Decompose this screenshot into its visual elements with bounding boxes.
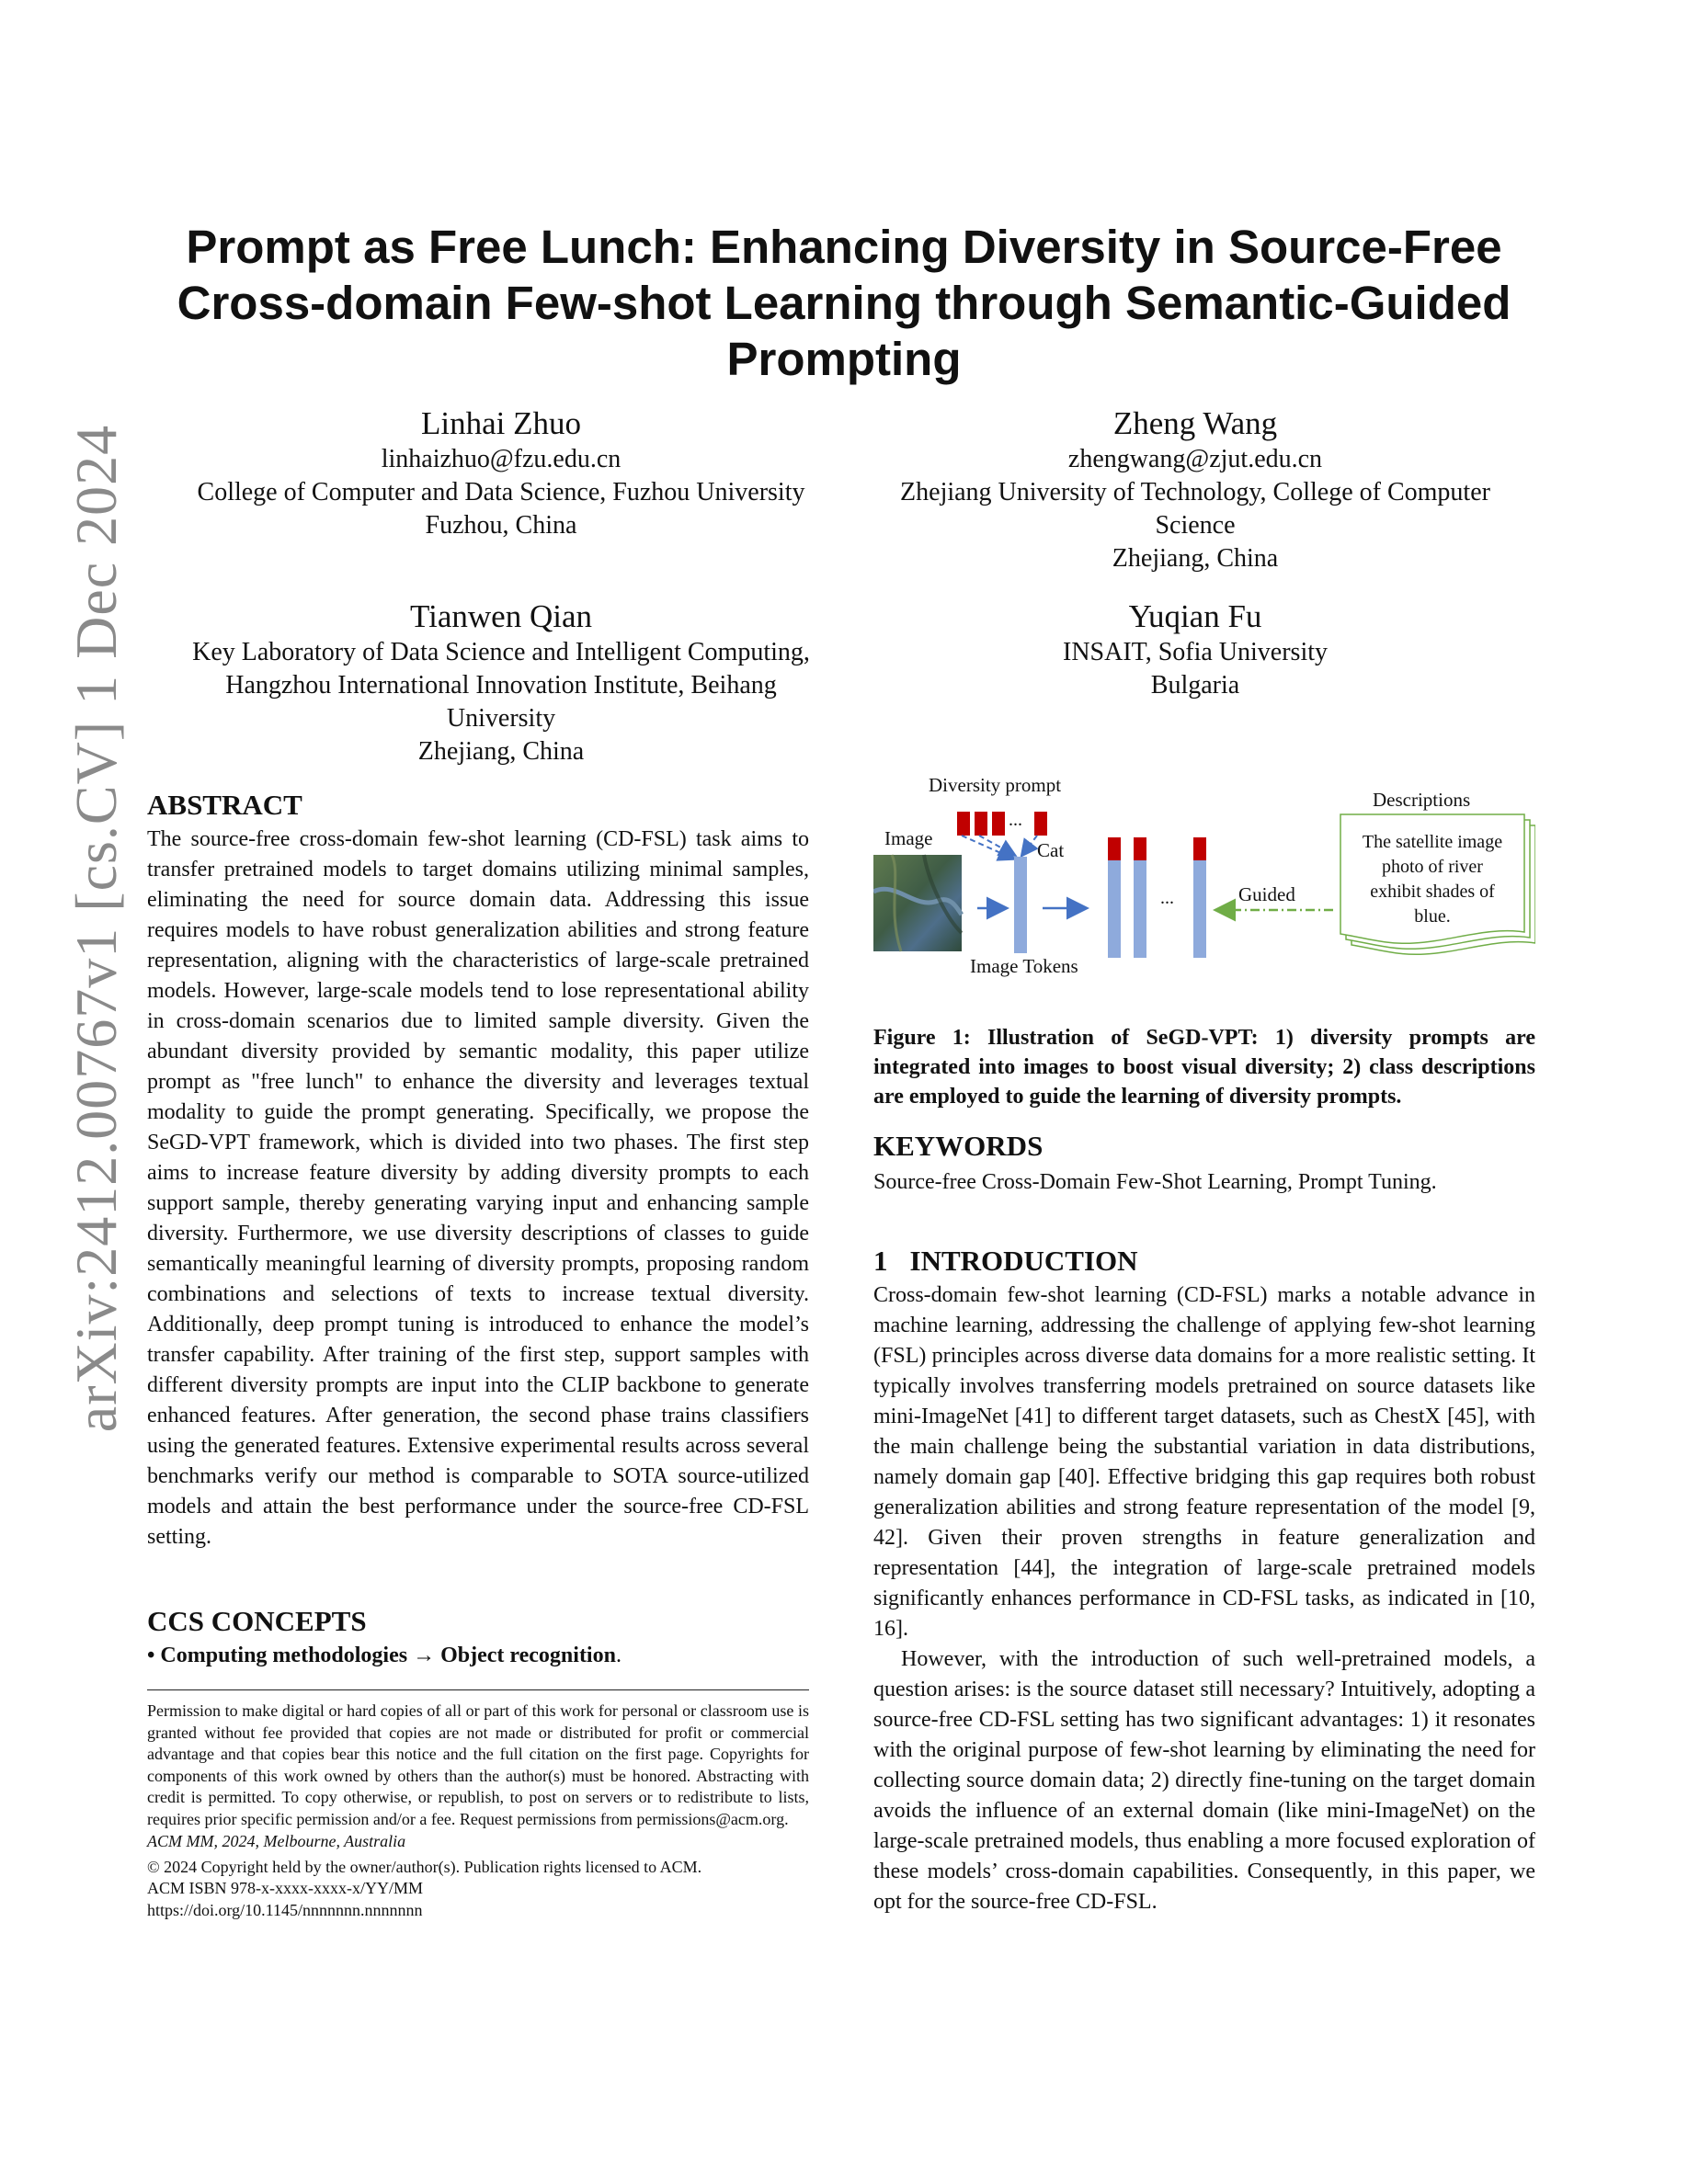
ccs-bullet: • xyxy=(147,1644,155,1667)
author-affiliation-cont: University xyxy=(446,704,556,733)
cat-label: Cat xyxy=(1037,839,1065,861)
ccs-heading: CCS CONCEPTS xyxy=(147,1605,367,1637)
author-name: Tianwen Qian xyxy=(409,598,592,634)
author-email: linhaizhuo@fzu.edu.cn xyxy=(381,445,622,473)
author-affiliation-cont: Science xyxy=(1155,511,1236,540)
prompt-to-token-arrow xyxy=(1022,836,1037,855)
description-line: The satellite image xyxy=(1362,832,1503,852)
prompt-ellipsis: ... xyxy=(1009,810,1022,830)
diversity-prompt-blocks xyxy=(957,810,1047,836)
author-name: Yuqian Fu xyxy=(1128,598,1262,634)
encoder-layer xyxy=(1108,837,1121,958)
abstract-heading: ABSTRACT xyxy=(147,789,302,821)
diversity-prompt-label: Diversity prompt xyxy=(929,774,1062,796)
layer-ellipsis: ... xyxy=(1160,888,1174,908)
author-location: Bulgaria xyxy=(1150,671,1240,700)
description-line: exhibit shades of xyxy=(1370,882,1495,902)
image-label: Image xyxy=(884,827,933,849)
ccs-section xyxy=(147,1604,809,1671)
keywords-heading: KEYWORDS xyxy=(873,1130,1044,1162)
prompt-block xyxy=(992,812,1005,836)
author-name: Linhai Zhuo xyxy=(421,405,581,441)
abstract-section xyxy=(147,788,809,1553)
author-affiliation: College of Computer and Data Science, Fuzhou University xyxy=(197,478,805,506)
keywords-section xyxy=(873,1129,1535,1198)
footnote-permission: Permission to make digital or hard copies of all or part of this work for personal or classroom use is granted without fee provided that copies are not made or distributed for profit or commercial advantage and that copies bear this notice and the full citation on the first page. Copyrights for components of this work owned by others than the author(s) must be honored. Abstracting with credit is permitted. To copy otherwise, or republish, to post on servers or to redistribute to lists, requires prior specific permission and/or a fee. Request permissions from permissions@acm.org. xyxy=(147,1701,809,1828)
introduction-paragraph-1: Cross-domain few-shot learning (CD-FSL) marks a notable advance in machine learning, addressing the challenge of applying few-shot learning (FSL) principles across diverse data domains for a more realistic setting. It typically involves transferring models pretrained on source datasets like mini-ImageNet [41] to different target datasets, such as ChestX [45], with the main challenge being the substantial variation in data distributions, namely domain gap [40]. Effective bridging this gap requires both robust generalization abilities and strong feature representation of the model [9, 42]. Given their proven strengths in feature generalization and representation [44], the integration of large-scale pretrained models significantly enhances performance in CD-FSL tasks, as indicated in [10, 16]. xyxy=(873,1283,1535,1641)
acm-footnote xyxy=(147,1701,809,1921)
author-affiliation: Key Laboratory of Data Science and Intelligent Computing, xyxy=(192,638,810,666)
section-number: 1 xyxy=(873,1245,888,1277)
satellite-image xyxy=(873,855,962,951)
footnote-isbn: ACM ISBN 978-x-xxxx-xxxx-x/YY/MM xyxy=(147,1879,424,1897)
author-affiliation: INSAIT, Sofia University xyxy=(1063,638,1328,666)
image-tokens-label: Image Tokens xyxy=(970,955,1078,977)
introduction-section xyxy=(873,1244,1535,1917)
keywords-text: Source-free Cross-Domain Few-Shot Learning, Prompt Tuning. xyxy=(873,1170,1437,1194)
author-block-4 xyxy=(846,597,1545,702)
author-affiliation-cont: Hangzhou International Innovation Institute, Beihang xyxy=(225,671,777,700)
encoder-layer xyxy=(1134,837,1146,958)
descriptions-document xyxy=(1340,814,1535,954)
prompt-block xyxy=(957,812,970,836)
footnote-doi: https://doi.org/10.1145/nnnnnnn.nnnnnnn xyxy=(147,1900,423,1919)
prompt-to-token-arrow xyxy=(962,836,1013,859)
author-location: Zhejiang, China xyxy=(417,737,585,766)
author-location: Fuzhou, China xyxy=(425,511,577,540)
footnote-rule xyxy=(147,1689,809,1690)
introduction-heading xyxy=(873,1244,1535,1279)
footnote-copyright: © 2024 Copyright held by the owner/author(s). Publication rights licensed to ACM. xyxy=(147,1857,702,1876)
ccs-item: Computing methodologies → Object recognition xyxy=(160,1644,616,1667)
guided-label: Guided xyxy=(1238,883,1295,905)
figure-1-diagram xyxy=(873,772,1535,993)
image-token-column xyxy=(1014,857,1027,953)
abstract-text: The source-free cross-domain few-shot learning (CD-FSL) task aims to transfer pretrained models to target domains utilizing minimal samples, eliminating the need for source domain data. Addressing this issue requires models to have robust generalization abilities and strong feature representation, aligning with the characteristics of large-scale pretrained models. However, large-scale models tend to lose representational ability in cross-domain scenarios due to limited sample diversity. Given the abundant diversity provided by semantic modality, this paper utilize prompt as "free lunch" to enhance the diversity and leverages textual modality to guide the prompt generating. Specifically, we propose the SeGD-VPT framework, which is divided into two phases. The first step aims to increase feature diversity by adding diversity prompts to each support sample, thereby generating varying input and enhancing sample diversity. Furthermore, we use diversity descriptions of classes to guide semantically meaningful learning of diversity prompts, proposing random combinations and selections of texts to increase textual diversity. Additionally, deep prompt tuning is introduced to enhance the model’s transfer capability. After training of the first step, support samples with different diversity prompts are input into the CLIP backbone to generate enhanced features. After generation, the second phase trains classifiers using the generated features. Extensive experimental results across several benchmarks verify our method is comparable to SOTA source-utilized models and attain the best performance under the source-free CD-FSL setting. xyxy=(147,827,809,1549)
prompt-block xyxy=(1034,812,1047,836)
introduction-paragraph-2: However, with the introduction of such well-pretrained models, a question arises: is the source dataset still necessary? Intuitively, adopting a source-free CD-FSL setting has two significant advantages: 1) it resonates with the original purpose of few-shot learning by eliminating the need for collecting source domain data; 2) directly fine-tuning on the target domain avoids the influence of an external domain (like mini-ImageNet) on the large-scale pretrained models, thus enabling a more focused exploration of these models’ cross-domain capabilities. Consequently, in this paper, we opt for the source-free CD-FSL. xyxy=(873,1647,1535,1914)
author-affiliation: Zhejiang University of Technology, College of Computer xyxy=(900,478,1490,506)
author-block-1 xyxy=(147,404,855,542)
footnote-venue: ACM MM, 2024, Melbourne, Australia xyxy=(147,1832,406,1850)
description-line: blue. xyxy=(1414,906,1451,927)
author-name: Zheng Wang xyxy=(1112,405,1278,441)
encoder-layer xyxy=(1193,837,1206,958)
author-location: Zhejiang, China xyxy=(1112,544,1279,573)
description-line: photo of river xyxy=(1382,857,1483,877)
ccs-concept xyxy=(147,1641,809,1671)
author-block-2 xyxy=(846,404,1545,575)
descriptions-label: Descriptions xyxy=(1373,789,1471,811)
ccs-end: . xyxy=(615,1644,622,1667)
author-block-3 xyxy=(147,597,855,768)
section-title: INTRODUCTION xyxy=(909,1245,1138,1277)
figure-1-caption: Figure 1: Illustration of SeGD-VPT: 1) diversity prompts are integrated into images to boost visual diversity; 2) class descriptions are employed to guide the learning of diversity prompts. xyxy=(873,1026,1535,1109)
prompt-block xyxy=(975,812,987,836)
paper-title: Prompt as Free Lunch: Enhancing Diversity in Source-Free Cross-domain Few-shot Learning through Semantic-Guided Prompting xyxy=(177,221,1511,385)
author-email: zhengwang@zjut.edu.cn xyxy=(1067,445,1323,473)
arxiv-stamp: arXiv:2412.00767v1 [cs.CV] 1 Dec 2024 xyxy=(63,424,129,1433)
